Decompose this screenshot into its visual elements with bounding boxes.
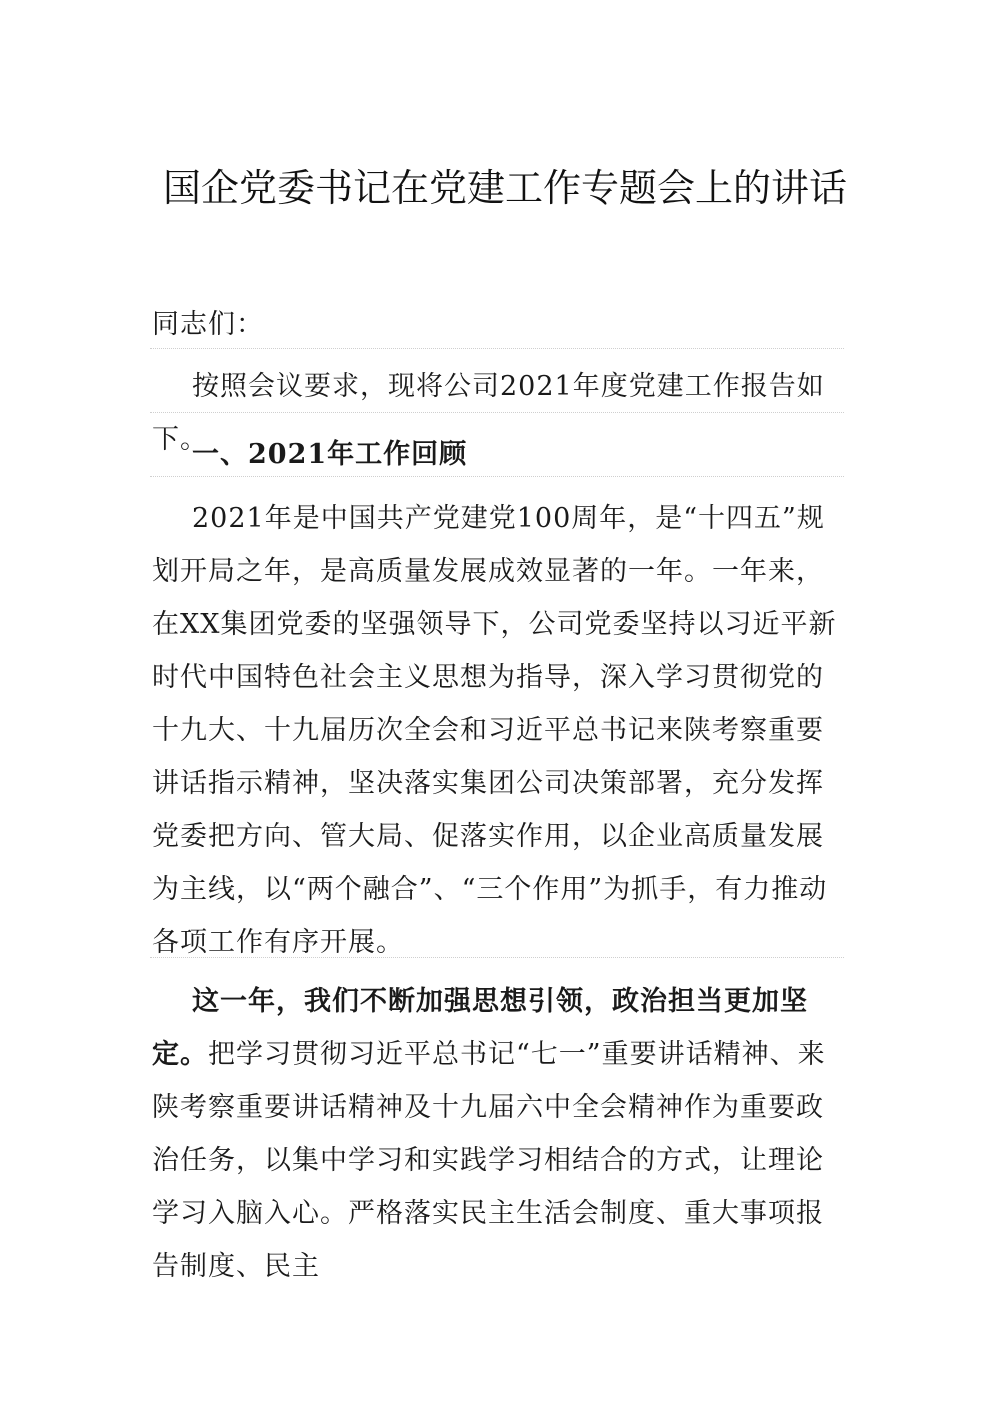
point-body: 把学习贯彻习近平总书记“七一”重要讲话精神、来陕考察重要讲话精神及十九届六中全会精神作为重要政治任务，以集中学习和实践学习相结合的方式，让理论学习入脑入心。严格落实民主生活会制度、重大事项报告制度、民主 — [152, 1039, 826, 1282]
section-heading: 一、2021年工作回顾 — [192, 439, 468, 470]
greeting: 同志们： — [152, 309, 264, 340]
divider — [150, 412, 844, 413]
divider — [150, 476, 844, 477]
point-paragraph — [152, 975, 842, 1293]
divider — [150, 348, 844, 349]
document-title: 国企党委书记在党建工作专题会上的讲话 — [162, 166, 847, 210]
intro-paragraph: 按照会议要求，现将公司2021年度党建工作报告如下。 — [152, 371, 825, 455]
point-lead: 这一年，我们不断加强思想引领，政治担当更加坚定。 — [152, 986, 808, 1070]
divider — [150, 957, 844, 958]
section-paragraph: 2021年是中国共产党建党100周年，是“十四五”规划开局之年，是高质量发展成效显著的一年。一年来，在XX集团党委的坚强领导下，公司党委坚持以习近平新时代中国特色社会主义思想为指导，深入学习贯彻党的十九大、十九届历次全会和习近平总书记来陕考察重要讲话指示精神，坚决落实集团公司决策部署，充分发挥党委把方向、管大局、促落实作用，以企业高质量发展为主线，以“两个融合”、“三个作用”为抓手，有力推动各项工作有序开展。 — [152, 503, 837, 958]
